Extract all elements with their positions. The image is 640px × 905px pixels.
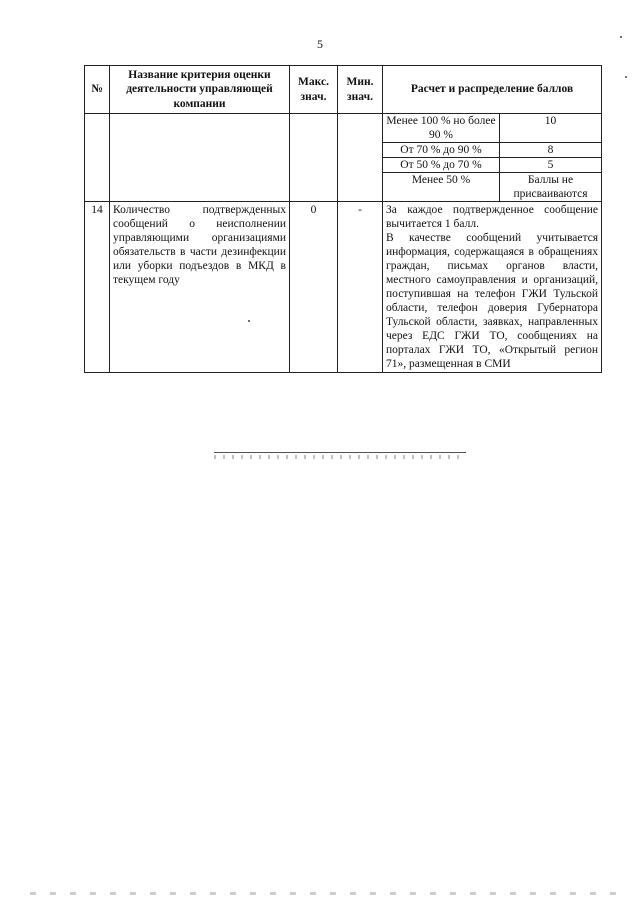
row14-number: 14: [85, 202, 110, 373]
cont-name-cell: [110, 114, 290, 202]
table-row-14: [85, 202, 602, 373]
row14-max-value: 0: [290, 202, 338, 373]
row14-criterion-name: Количество подтвержденных сообщений о неисполнении управляющими организациями обязательств в части дезинфекции или уборки подъездов в МКД в текущем году: [110, 202, 290, 373]
header-criterion-name: Название критерия оценки деятельности управляющей компании: [110, 66, 290, 114]
end-of-document-line: [214, 452, 466, 453]
row14-min-value: -: [338, 202, 383, 373]
cont-min-cell: [338, 114, 383, 202]
criteria-table: [84, 65, 602, 373]
row14-calculation-rule: За каждое подтвержденное сообщение вычитается 1 балл.: [386, 204, 599, 231]
scan-speck: [625, 76, 627, 78]
header-number: №: [85, 66, 110, 114]
points-value: Баллы не присваиваются: [500, 173, 602, 202]
table-header-row: [85, 66, 602, 114]
row14-calculation: [383, 202, 602, 373]
scan-artifact: [214, 455, 466, 459]
row14-calculation-sources: В качестве сообщений учитывается информация, содержащаяся в обращениях граждан, письмах органов власти, местного самоуправления и организаций, поступившая на телефон ГЖИ Тульской области, телефон доверия Губернатора Тульской области, заявках, направленных через ЕДС ГЖИ ТО, сообщениях на порталах ГЖИ ТО, «Открытый регион 71», размещенная в СМИ: [386, 232, 599, 371]
cont-max-cell: [290, 114, 338, 202]
range-label: Менее 100 % но более 90 %: [383, 114, 500, 143]
scan-artifact: [30, 892, 630, 895]
points-value: 5: [500, 158, 602, 173]
page-number: 5: [317, 37, 323, 51]
cont-number-cell: [85, 114, 110, 202]
range-label: От 50 % до 70 %: [383, 158, 500, 173]
points-value: 8: [500, 143, 602, 158]
scan-speck: [620, 36, 622, 38]
header-min-value: Мин. знач.: [338, 66, 383, 114]
table-row: [85, 114, 602, 143]
points-value: 10: [500, 114, 602, 143]
range-label: От 70 % до 90 %: [383, 143, 500, 158]
scan-speck: [248, 320, 250, 322]
range-label: Менее 50 %: [383, 173, 500, 202]
header-calculation: Расчет и распределение баллов: [383, 66, 602, 114]
header-max-value: Макс. знач.: [290, 66, 338, 114]
